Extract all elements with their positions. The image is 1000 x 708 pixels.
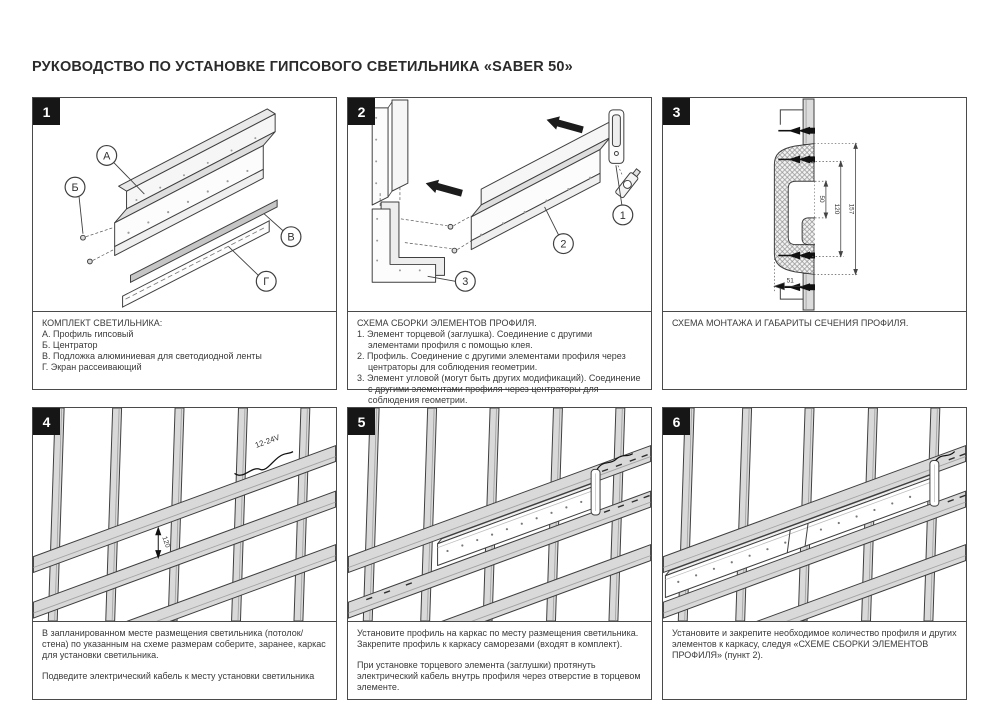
profile-mounting-diagram [348,408,651,621]
panel-3-image [662,97,967,312]
panel-5-image [347,407,652,622]
callout-b-label: Б [71,182,79,195]
end-cap [609,110,624,163]
panel-4-image [32,407,337,622]
full-assembly-diagram [663,408,966,621]
corner-element [372,202,444,282]
panel-5-caption [347,622,652,700]
mount-clip-top [780,110,803,125]
cross-section-diagram [663,98,966,311]
kit-item: Б. Центратор [42,339,98,350]
caption-paragraph: Установите профиль на каркас по месту размещения светильника. Закрепите профиль к каркасу саморезами (входят в комплект). [357,628,639,649]
callout-g-label: Г [263,276,270,289]
panel-step-3 [662,97,967,390]
panel-3-caption [662,312,967,390]
glue-tube-icon [615,167,642,198]
assembly-item: 2. Профиль. Соединение с другими элементами профиля через центраторы для соблюдения геометрии. [357,350,626,372]
dim-opening: 50 [817,195,825,203]
centrator-screws [81,235,93,264]
caption-title: СХЕМА СБОРКИ ЭЛЕМЕНТОВ ПРОФИЛЯ. [357,318,537,328]
caption-title: СХЕМА МОНТАЖА И ГАБАРИТЫ СЕЧЕНИЯ ПРОФИЛЯ. [672,318,909,328]
step-badge-6: 6 [663,408,690,435]
caption-paragraph: При установке торцевого элемента (заглушки) протянуть электрический кабель внутрь профиля через отверстие в торцевом элементе. [357,659,641,692]
installed-vertical-profile-back [392,100,408,191]
kit-exploded-diagram [33,98,336,311]
caption-paragraph: Установите и закрепите необходимое количество профиля и других элементов к каркасу, следуя «СХЕМЕ СБОРКИ ЭЛЕМЕНТОВ ПРОФИЛЯ» (пункт 2). [672,628,957,660]
dim-overall: 157 [847,203,855,215]
profile-assembly-diagram [348,98,651,311]
frame-rails [33,446,335,621]
callout-3-label: 3 [462,276,469,289]
voltage-label: 12-24V [253,432,281,450]
frame-cable-diagram [33,408,336,621]
instruction-grid [32,97,967,700]
step-badge-5: 5 [348,408,375,435]
callout-v-label: В [287,231,295,244]
assembly-item: 1. Элемент торцевой (заглушка). Соединение с другими элементами профиля с помощью клея. [357,328,593,350]
kit-item: А. Профиль гипсовый [42,328,134,339]
gap-dimension [156,528,161,558]
step-badge-1: 1 [33,98,60,125]
profile-inner-lip [802,218,815,245]
callout-a-label: А [103,150,111,163]
panel-6-caption [662,622,967,700]
gap-dim-label: 120 [160,535,171,549]
kit-item: В. Подложка алюминиевая для светодиодной ленты [42,350,262,361]
caption-paragraph: Подведите электрический кабель к месту установки светильника [42,670,315,681]
panel-1-caption [32,312,337,390]
glue-guide-line [618,165,623,176]
dim-inner: 120 [832,203,840,215]
panel-1-image [32,97,337,312]
assembly-guide-lines [86,228,114,261]
callout-1-label: 1 [619,209,626,222]
panel-step-4 [32,407,337,700]
callout-2-label: 2 [560,238,567,251]
end-cap [930,461,939,507]
panel-2-image [347,97,652,312]
caption-title: КОМПЛЕКТ СВЕТИЛЬНИКА: [42,318,163,328]
kit-item: Г. Экран рассеивающий [42,361,142,372]
panel-step-2 [347,97,652,405]
panel-step-5 [347,407,652,700]
rail-edge-lines [33,457,335,621]
step-badge-2: 2 [348,98,375,125]
step-badge-3: 3 [663,98,690,125]
panel-2-caption [347,312,652,405]
dim-depth: 51 [786,277,794,285]
panel-step-6 [662,407,967,700]
panel-4-caption [32,622,337,700]
panel-6-image [662,407,967,622]
page-title: РУКОВОДСТВО ПО УСТАНОВКЕ ГИПСОВОГО СВЕТИЛЬНИКА «SABER 50» [32,59,573,75]
caption-paragraph: В запланированном месте размещения светильника (потолок/стена) по указанным на схеме размерам соберите, заранее, каркас для установки светильника. [42,628,326,660]
step-badge-4: 4 [33,408,60,435]
assembly-item: 3. Элемент угловой (могут быть других модификаций). Соединение с другими элементами профиля через центраторы для соблюдения геометрии. [357,372,641,405]
end-cap [591,469,600,515]
panel-step-1 [32,97,337,390]
